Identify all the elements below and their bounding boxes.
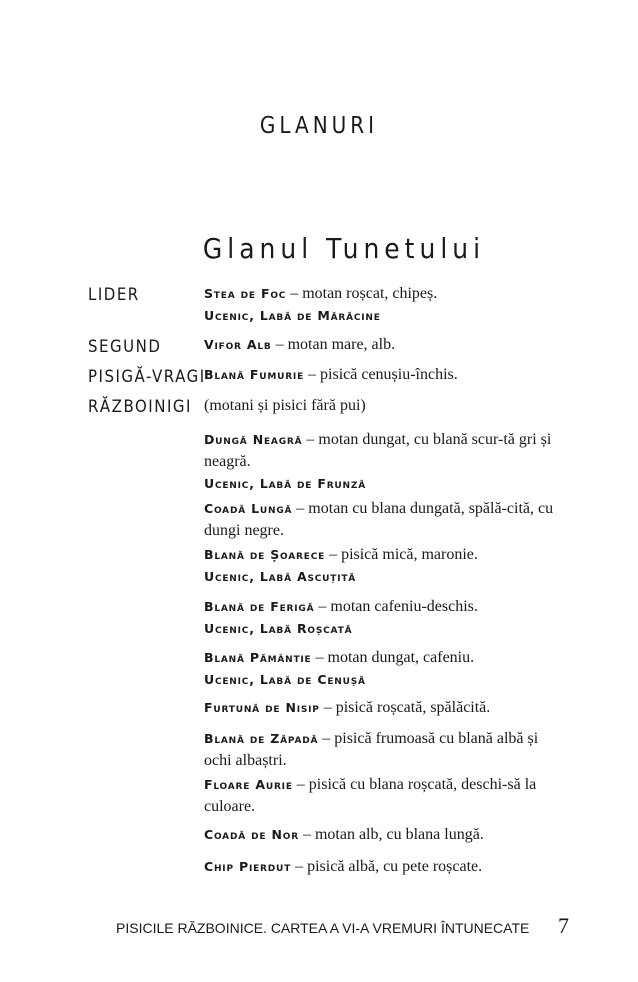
cat-name: Vifor Alb [204, 337, 272, 352]
entry-warrior [204, 596, 564, 640]
entry-warrior [204, 544, 564, 588]
apprentice-name: Ucenic, Labă Roșcată [204, 621, 353, 636]
cat-description: – motan roșcat, chipeș. [286, 285, 438, 302]
cat-description: – pisică mică, maronie. [325, 546, 478, 563]
apprentice-name: Ucenic, Labă de Cenușă [204, 672, 366, 687]
section-title: GLANURI [259, 111, 379, 139]
cat-name: Blană Fumurie [204, 367, 305, 382]
cat-name: Blană de Șoarece [204, 547, 326, 562]
cat-name: Floare Aurie [204, 777, 293, 792]
entry-warrior [204, 728, 564, 772]
apprentice-name: Ucenic, Labă Ascuțită [204, 569, 357, 584]
running-footer: PISICILE RĂZBOINICE. CARTEA A VI-A VREMURI ÎNTUNECATE [116, 920, 530, 936]
page-number: 7 [558, 913, 569, 938]
entry-warrior [204, 498, 564, 542]
cat-name: Dungă Neagră [204, 432, 303, 447]
cat-description: – motan mare, alb. [271, 336, 396, 353]
cat-description: – pisică cenușiu-închis. [304, 366, 458, 383]
entry-leader [204, 283, 564, 327]
role-label-deputy: SEGUND [88, 336, 162, 357]
apprentice-name: Ucenic, Labă de Frunză [204, 476, 366, 491]
cat-name: Furtună de Nisip [204, 700, 320, 715]
entry-deputy [204, 334, 564, 356]
cat-description: – motan alb, cu blana lungă. [298, 826, 484, 843]
role-label-warriors: RĂZBOINIGI [88, 396, 192, 417]
cat-description: – motan dungat, cafeniu. [311, 649, 475, 666]
cat-name: Blană de Zăpadă [204, 731, 319, 746]
cat-name: Coadă Lungă [204, 501, 293, 516]
entry-medicine-cat [204, 364, 564, 386]
entry-warrior [204, 647, 564, 691]
role-label-leader: LIDER [88, 284, 140, 305]
warriors-note: (motani și pisici fără pui) [204, 397, 366, 414]
entry-warrior [204, 856, 564, 878]
entry-warrior [204, 697, 564, 719]
cat-description: – motan dungat, cu blană scur-tă gri și neagră. [204, 431, 552, 470]
cat-description: – pisică roșcată, spălăcită. [319, 699, 491, 716]
cat-name: Chip Pierdut [204, 859, 292, 874]
cat-name: Stea de Foc [204, 286, 287, 301]
cat-name: Blană de Ferigă [204, 599, 315, 614]
cat-name: Coadă de Nor [204, 827, 299, 842]
entry-warrior [204, 429, 564, 495]
cat-description: – pisică cu blana roșcată, deschi-să la culoare. [204, 776, 537, 815]
cat-description: – motan cu blana dungată, spălă-cită, cu dungi negre. [204, 500, 554, 539]
cat-name: Blană Pământie [204, 650, 312, 665]
role-label-medicine-cat: PISIGĂ-VRAGI [88, 366, 206, 387]
cat-description: – pisică albă, cu pete roșcate. [291, 858, 483, 875]
cat-description: – motan cafeniu-deschis. [314, 598, 478, 615]
clan-title: Glanul Tunetului [202, 232, 486, 265]
entry-warrior [204, 824, 564, 846]
cat-description: – pisică frumoasă cu blană albă și ochi albaștri. [204, 730, 539, 769]
apprentice-name: Ucenic, Labă de Mărăcine [204, 308, 381, 323]
entry-warrior [204, 774, 564, 818]
